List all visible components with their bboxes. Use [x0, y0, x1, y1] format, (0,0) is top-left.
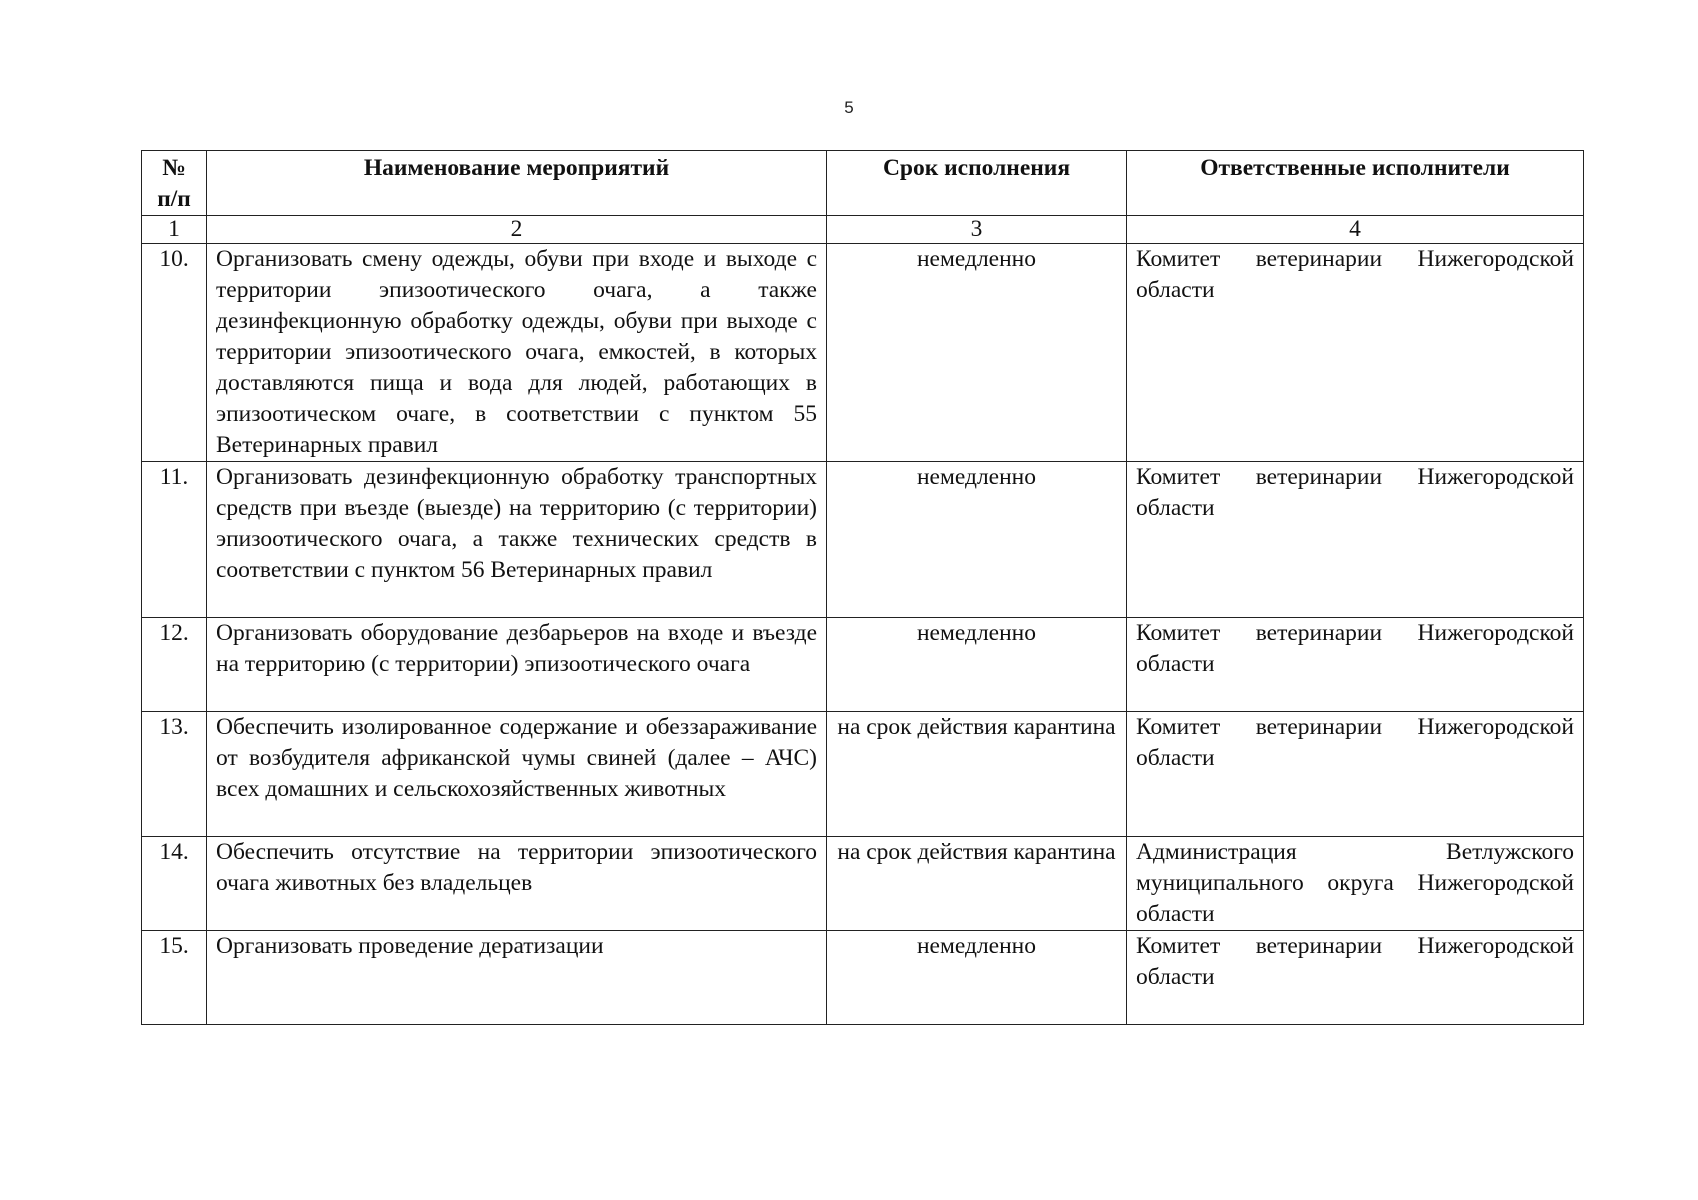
- measure-name: Организовать смену одежды, обуви при входе и выходе с территории эпизоотического очага, а также дезинфекционную обработку одежды, обуви при выходе с территории эпизоотического очага, емкостей, в которых доставляются пища и вода для людей, работающих в эпизоотическом очаге, в соответствии с пунктом 55 Ветеринарных правил: [207, 244, 827, 462]
- column-number: 4: [1127, 216, 1584, 244]
- column-numbering-row: [142, 216, 1584, 244]
- measures-table: [141, 150, 1584, 1025]
- table-row: [142, 244, 1584, 462]
- measure-term: немедленно: [827, 618, 1127, 712]
- column-number: 3: [827, 216, 1127, 244]
- column-number: 2: [207, 216, 827, 244]
- measure-term: немедленно: [827, 931, 1127, 1025]
- measure-name: Организовать проведение дератизации: [207, 931, 827, 1025]
- measure-name: Обеспечить изолированное содержание и обеззараживание от возбудителя африканской чумы свиней (далее – АЧС) всех домашних и сельскохозяйственных животных: [207, 712, 827, 837]
- row-number: 12.: [142, 618, 207, 712]
- measure-responsible: Комитет ветеринарии Нижегородской области: [1127, 462, 1584, 618]
- header-term: Срок исполнения: [827, 151, 1127, 216]
- header-responsible: Ответственные исполнители: [1127, 151, 1584, 216]
- row-number: 11.: [142, 462, 207, 618]
- column-number: 1: [142, 216, 207, 244]
- measure-responsible: Комитет ветеринарии Нижегородской области: [1127, 712, 1584, 837]
- measure-term: на срок действия карантина: [827, 837, 1127, 931]
- table-row: [142, 462, 1584, 618]
- measure-responsible: Администрация Ветлужского муниципального округа Нижегородской области: [1127, 837, 1584, 931]
- header-name: Наименование мероприятий: [207, 151, 827, 216]
- page-number: 5: [844, 98, 854, 117]
- table-row: [142, 618, 1584, 712]
- header-num: № п/п: [142, 151, 207, 216]
- row-number: 14.: [142, 837, 207, 931]
- table-row: [142, 837, 1584, 931]
- measure-term: на срок действия карантина: [827, 712, 1127, 837]
- measure-term: немедленно: [827, 462, 1127, 618]
- measure-responsible: Комитет ветеринарии Нижегородской области: [1127, 931, 1584, 1025]
- measure-term: немедленно: [827, 244, 1127, 462]
- row-number: 15.: [142, 931, 207, 1025]
- row-number: 13.: [142, 712, 207, 837]
- table-header-row: [142, 151, 1584, 216]
- measure-name: Организовать оборудование дезбарьеров на входе и въезде на территорию (с территории) эпизоотического очага: [207, 618, 827, 712]
- table-row: [142, 931, 1584, 1025]
- table-row: [142, 712, 1584, 837]
- measure-name: Организовать дезинфекционную обработку транспортных средств при въезде (выезде) на территорию (с территории) эпизоотического очага, а также технических средств в соответствии с пунктом 56 Ветеринарных правил: [207, 462, 827, 618]
- measure-responsible: Комитет ветеринарии Нижегородской области: [1127, 618, 1584, 712]
- measure-name: Обеспечить отсутствие на территории эпизоотического очага животных без владельцев: [207, 837, 827, 931]
- measure-responsible: Комитет ветеринарии Нижегородской области: [1127, 244, 1584, 462]
- row-number: 10.: [142, 244, 207, 462]
